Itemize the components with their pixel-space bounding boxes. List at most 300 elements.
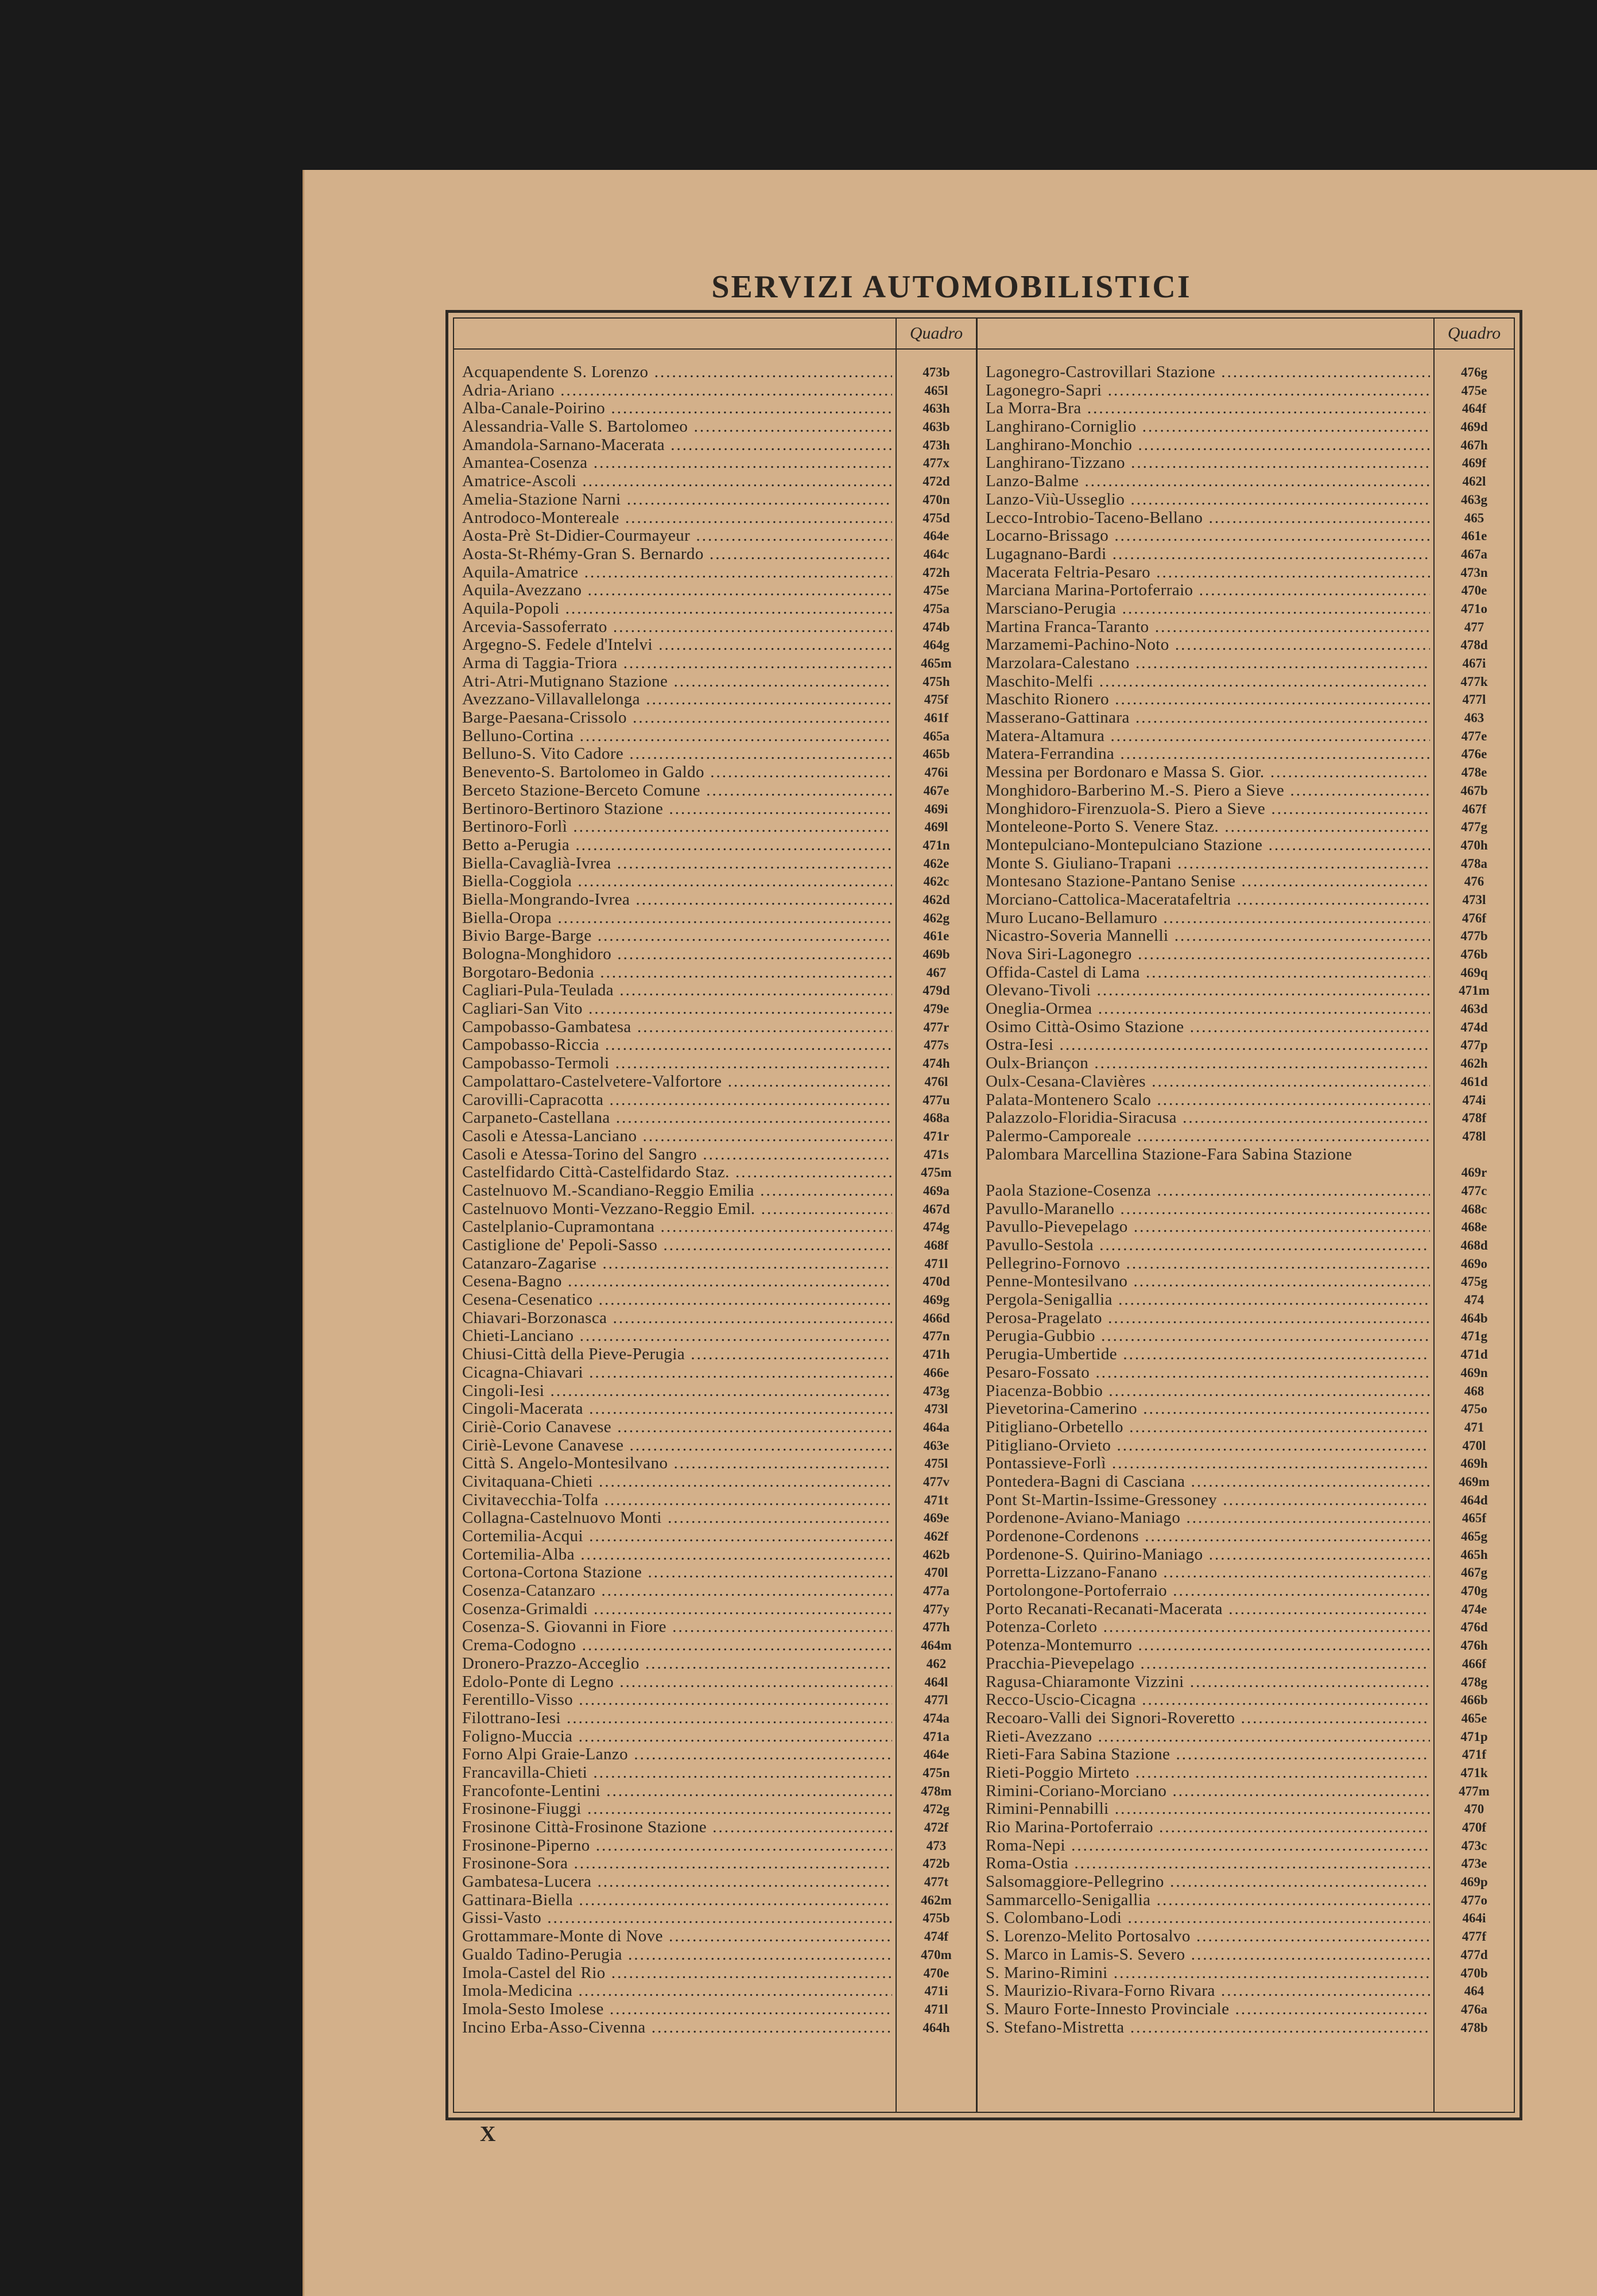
table-row <box>978 1418 1514 1437</box>
table-row <box>978 454 1514 472</box>
route-name: Martina Franca-Taranto ..... <box>986 618 1430 637</box>
table-row <box>978 527 1514 545</box>
quadro-code: 464i <box>1462 1911 1486 1926</box>
quadro-code: 474i <box>1462 1092 1486 1107</box>
quadro-code: 461e <box>1461 529 1487 544</box>
route-name: Bivio Barge-Barge ..... <box>462 927 892 945</box>
route-name: Marciana Marina-Portoferraio ..... <box>986 581 1430 600</box>
route-name: Monteleone-Porto S. Venere Staz. ..... <box>986 818 1430 836</box>
route-name: Alba-Canale-Poirino ..... <box>462 400 892 418</box>
quadro-code: 469f <box>1462 456 1487 471</box>
table-row <box>978 945 1514 964</box>
table-row <box>978 1273 1514 1291</box>
route-name: Pont St-Martin-Issime-Gressoney ..... <box>986 1491 1430 1510</box>
route-name: Maschito-Melfi ..... <box>986 673 1430 691</box>
route-name: Porretta-Lizzano-Fanano ..... <box>986 1564 1430 1582</box>
table-row <box>978 1728 1514 1746</box>
table-row <box>454 1200 976 1219</box>
table-row <box>978 636 1514 654</box>
table-row <box>454 400 976 418</box>
route-name: Adria-Ariano ..... <box>462 382 892 400</box>
route-name: Pesaro-Fossato ..... <box>986 1364 1430 1382</box>
quadro-code: 475f <box>924 692 949 707</box>
quadro-code: 472f <box>924 1820 949 1835</box>
quadro-code: 462c <box>923 874 949 889</box>
route-name: Belluno-S. Vito Cadore ..... <box>462 745 892 763</box>
table-row <box>978 1127 1514 1146</box>
quadro-code: 469o <box>1461 1256 1487 1271</box>
route-name: Rieti-Fara Sabina Stazione ..... <box>986 1746 1430 1764</box>
route-name: Incino Erba-Asso-Civenna ..... <box>462 2019 892 2037</box>
table-row <box>454 1345 976 1364</box>
route-name: Arcevia-Sassoferrato ..... <box>462 618 892 637</box>
table-row <box>978 1709 1514 1728</box>
table-row <box>454 1527 976 1546</box>
route-name: Città S. Angelo-Montesilvano ..... <box>462 1455 892 1473</box>
table-row <box>978 1909 1514 1927</box>
quadro-code: 466f <box>1462 1656 1487 1671</box>
quadro-code: 470 <box>1464 1802 1484 1817</box>
table-row <box>454 1327 976 1345</box>
route-name: Rimini-Pennabilli ..... <box>986 1800 1430 1818</box>
route-name: Casoli e Atessa-Lanciano ..... <box>462 1127 892 1146</box>
quadro-code: 469e <box>923 1511 949 1526</box>
route-name: Piacenza-Bobbio ..... <box>986 1382 1430 1401</box>
table-row <box>454 1691 976 1709</box>
table-row <box>454 1673 976 1692</box>
quadro-code: 464d <box>1460 1492 1488 1507</box>
quadro-code: 467i <box>1462 656 1486 670</box>
route-name: Biella-Oropa ..... <box>462 909 892 928</box>
table-row <box>978 1073 1514 1091</box>
page-title: SERVIZI AUTOMOBILISTICI <box>711 269 1192 305</box>
route-name: Crema-Codogno ..... <box>462 1636 892 1655</box>
table-row <box>978 1400 1514 1418</box>
table-row <box>454 1891 976 1910</box>
table-row <box>978 855 1514 873</box>
quadro-code: 477t <box>924 1875 949 1890</box>
route-name: Palombara Marcellina Stazione-Fara Sabina Stazione <box>986 1145 1352 1163</box>
route-name: Montepulciano-Montepulciano Stazione ..... <box>986 836 1430 855</box>
table-row <box>978 800 1514 819</box>
table-row <box>454 763 976 782</box>
route-name: S. Marco in Lamis-S. Severo ..... <box>986 1946 1430 1964</box>
quadro-code: 473g <box>923 1383 949 1398</box>
route-name: Oneglia-Ormea ..... <box>986 1000 1430 1018</box>
quadro-code: 465 <box>1464 510 1484 525</box>
quadro-code: 472d <box>922 474 950 489</box>
route-name: Chiavari-Borzonasca ..... <box>462 1309 892 1328</box>
route-name: Roma-Nepi ..... <box>986 1837 1430 1855</box>
quadro-code: 478g <box>1461 1674 1487 1689</box>
table-row <box>978 982 1514 1000</box>
route-name: Pergola-Senigallia ..... <box>986 1291 1430 1309</box>
quadro-code: 463b <box>922 420 950 435</box>
route-name: Lagonegro-Castrovillari Stazione ..... <box>986 363 1430 382</box>
quadro-code: 478l <box>1462 1128 1486 1143</box>
quadro-code: 461e <box>923 929 949 944</box>
quadro-code: 471l <box>924 2002 948 2016</box>
route-name: Campobasso-Riccia ..... <box>462 1036 892 1054</box>
right-column <box>978 319 1514 2112</box>
route-name: Maschito Rionero ..... <box>986 691 1430 709</box>
quadro-code: 469p <box>1460 1875 1488 1890</box>
quadro-code: 477l <box>924 1693 948 1708</box>
table-row <box>454 382 976 400</box>
route-name: Monghidoro-Barberino M.-S. Piero a Sieve ..... <box>986 782 1430 800</box>
route-name: Marzamemi-Pachino-Noto ..... <box>986 636 1430 654</box>
quadro-code: 469q <box>1460 965 1488 980</box>
table-row <box>978 1364 1514 1382</box>
route-name: Biella-Mongrando-Ivrea ..... <box>462 891 892 909</box>
route-name: Imola-Medicina ..... <box>462 1982 892 2000</box>
table-row <box>454 800 976 819</box>
table-row <box>454 872 976 891</box>
table-row <box>454 1473 976 1491</box>
quadro-code: 467e <box>923 783 949 798</box>
quadro-code: 478f <box>1462 1111 1487 1126</box>
route-name: Gissi-Vasto ..... <box>462 1909 892 1927</box>
table-row <box>978 1891 1514 1910</box>
route-name: Palata-Montenero Scalo ..... <box>986 1091 1430 1110</box>
quadro-code: 471g <box>1461 1329 1487 1344</box>
quadro-code: 471a <box>923 1729 949 1744</box>
route-name: Castelplanio-Cupramontana ..... <box>462 1218 892 1236</box>
quadro-code: 462e <box>923 856 949 871</box>
quadro-code: 470m <box>921 1947 952 1962</box>
table-row <box>978 1200 1514 1219</box>
route-name: Civitavecchia-Tolfa ..... <box>462 1491 892 1510</box>
quadro-code: 471r <box>923 1128 949 1143</box>
table-row <box>454 1309 976 1328</box>
route-name: Pracchia-Pievepelago ..... <box>986 1655 1430 1673</box>
quadro-code: 473n <box>1460 565 1488 580</box>
quadro-code: 476f <box>1462 910 1487 925</box>
route-name: Barge-Paesana-Crissolo ..... <box>462 709 892 727</box>
quadro-code: 472h <box>922 565 950 580</box>
table-row <box>454 855 976 873</box>
table-row <box>454 1400 976 1418</box>
quadro-code: 471o <box>1461 601 1487 616</box>
table-row <box>454 1509 976 1527</box>
table-row <box>978 618 1514 637</box>
route-name: Macerata Feltria-Pesaro ..... <box>986 564 1430 582</box>
table-row <box>978 1582 1514 1600</box>
quadro-code: 464a <box>923 1420 949 1434</box>
route-name: Aquila-Popoli ..... <box>462 600 892 618</box>
route-name: Acquapendente S. Lorenzo ..... <box>462 363 892 382</box>
quadro-code: 469h <box>1460 1456 1488 1471</box>
route-name: Bertinoro-Bertinoro Stazione ..... <box>462 800 892 819</box>
table-row <box>978 1873 1514 1891</box>
route-name: Rieti-Avezzano ..... <box>986 1728 1430 1746</box>
quadro-code: 477u <box>922 1092 950 1107</box>
route-name: Recco-Uscio-Cicagna ..... <box>986 1691 1430 1709</box>
route-name: Frosinone-Piperno ..... <box>462 1837 892 1855</box>
route-name: Lugagnano-Bardi ..... <box>986 545 1430 564</box>
quadro-code: 474h <box>922 1056 950 1071</box>
route-name: Cortona-Cortona Stazione ..... <box>462 1564 892 1582</box>
table-row <box>454 581 976 600</box>
route-name: Bologna-Monghidoro ..... <box>462 945 892 964</box>
quadro-code: 465g <box>1461 1529 1487 1544</box>
quadro-code: 476b <box>1460 947 1488 961</box>
quadro-code: 477c <box>1461 1183 1487 1198</box>
table-row <box>978 2019 1514 2037</box>
table-row <box>978 400 1514 418</box>
table-row <box>978 1564 1514 1582</box>
route-name: Cosenza-Grimaldi ..... <box>462 1600 892 1619</box>
table-row <box>978 2000 1514 2019</box>
table-row <box>978 1473 1514 1491</box>
table-row <box>454 964 976 982</box>
quadro-code: 462f <box>924 1529 949 1543</box>
route-name: Perosa-Pragelato ..... <box>986 1309 1430 1328</box>
table-row <box>978 745 1514 763</box>
table-row <box>978 1655 1514 1673</box>
quadro-code: 461d <box>1460 1074 1488 1089</box>
route-name: Antrodoco-Montereale ..... <box>462 509 892 528</box>
quadro-code: 472b <box>922 1856 950 1871</box>
quadro-code: 476i <box>924 765 948 780</box>
quadro-code: 464e <box>923 529 949 544</box>
quadro-code: 470h <box>1460 837 1488 852</box>
table-row <box>454 1855 976 1873</box>
quadro-code: 474a <box>923 1711 949 1725</box>
route-name: Pievetorina-Camerino ..... <box>986 1400 1430 1418</box>
table-row <box>454 1236 976 1255</box>
table-row <box>978 382 1514 400</box>
table-row <box>454 1800 976 1818</box>
quadro-code: 462l <box>1462 474 1486 489</box>
quadro-code: 462h <box>1460 1056 1488 1071</box>
route-name: Ragusa-Chiaramonte Vizzini ..... <box>986 1673 1430 1692</box>
quadro-code: 473l <box>1462 892 1486 907</box>
quadro-code: 465h <box>1460 1547 1488 1562</box>
table-row <box>454 1909 976 1927</box>
table-row <box>978 1618 1514 1636</box>
quadro-code: 477o <box>1461 1892 1487 1907</box>
route-name: Carpaneto-Castellana ..... <box>462 1109 892 1127</box>
table-row <box>978 418 1514 436</box>
route-name: Oulx-Cesana-Clavières ..... <box>986 1073 1430 1091</box>
route-name: Rimini-Coriano-Morciano ..... <box>986 1782 1430 1801</box>
route-name: Edolo-Ponte di Legno ..... <box>462 1673 892 1692</box>
quadro-code: 471s <box>924 1147 949 1162</box>
route-name: Marsciano-Perugia ..... <box>986 600 1430 618</box>
route-name: Filottrano-Iesi ..... <box>462 1709 892 1728</box>
table-row <box>454 1073 976 1091</box>
table-row <box>978 1691 1514 1709</box>
table-row <box>454 1746 976 1764</box>
quadro-code: 469n <box>1460 1365 1488 1380</box>
route-name: Gambatesa-Lucera ..... <box>462 1873 892 1891</box>
quadro-code: 475n <box>922 1765 950 1780</box>
route-name: Argegno-S. Fedele d'Intelvi ..... <box>462 636 892 654</box>
quadro-code: 471i <box>924 1984 948 1999</box>
table-row <box>978 927 1514 945</box>
quadro-code: 468d <box>1460 1238 1488 1253</box>
route-name: Casoli e Atessa-Torino del Sangro ..... <box>462 1146 892 1164</box>
quadro-code: 477l <box>1462 692 1486 707</box>
quadro-code: 469d <box>1460 420 1488 435</box>
quadro-code: 464b <box>1460 1310 1488 1325</box>
route-name: Berceto Stazione-Berceto Comune ..... <box>462 782 892 800</box>
table-row <box>454 782 976 800</box>
quadro-code: 467a <box>1461 546 1487 561</box>
table-row <box>454 1546 976 1564</box>
quadro-code: 475m <box>921 1165 952 1180</box>
route-name: Porto Recanati-Recanati-Macerata ..... <box>986 1600 1430 1619</box>
route-name: Francofonte-Lentini ..... <box>462 1782 892 1801</box>
table-row <box>978 1146 1514 1182</box>
table-row <box>978 709 1514 727</box>
quadro-code: 462g <box>923 910 949 925</box>
route-name: Avezzano-Villavallelonga ..... <box>462 691 892 709</box>
quadro-code: 470n <box>922 492 950 507</box>
quadro-code: 464c <box>923 546 949 561</box>
table-inner <box>453 317 1515 2113</box>
table-row <box>978 691 1514 709</box>
route-name: Pavullo-Pievepelago ..... <box>986 1218 1430 1236</box>
route-name: Ferentillo-Visso ..... <box>462 1691 892 1709</box>
table-row <box>978 654 1514 673</box>
route-name: Cortemilia-Alba ..... <box>462 1546 892 1564</box>
table-row <box>978 363 1514 382</box>
quadro-code: 471k <box>1460 1765 1488 1780</box>
route-name: Francavilla-Chieti ..... <box>462 1764 892 1782</box>
quadro-code: 475l <box>924 1456 948 1471</box>
quadro-code: 467d <box>922 1201 950 1216</box>
quadro-code: 470l <box>1462 1438 1486 1453</box>
route-name: Monte S. Giuliano-Trapani ..... <box>986 855 1430 873</box>
table-row <box>978 1527 1514 1546</box>
route-name: Penne-Montesilvano ..... <box>986 1273 1430 1291</box>
quadro-code: 474e <box>1461 1601 1487 1616</box>
route-name: Catanzaro-Zagarise ..... <box>462 1255 892 1273</box>
table-row <box>454 1946 976 1964</box>
quadro-code: 476a <box>1461 2002 1487 2016</box>
quadro-code: 463 <box>1464 711 1484 726</box>
quadro-code: 470e <box>1461 583 1487 598</box>
quadro-code: 477 <box>1464 619 1484 634</box>
table-row <box>978 727 1514 746</box>
quadro-code: 463g <box>1461 492 1487 507</box>
table-row <box>978 1091 1514 1110</box>
route-name: Imola-Sesto Imolese ..... <box>462 2000 892 2019</box>
quadro-code: 475o <box>1461 1402 1487 1417</box>
table-row <box>978 782 1514 800</box>
table-row <box>978 872 1514 891</box>
route-name: Campobasso-Gambatesa ..... <box>462 1018 892 1037</box>
table-row <box>978 763 1514 782</box>
table-row <box>454 673 976 691</box>
route-name: Lagonegro-Sapri ..... <box>986 382 1430 400</box>
route-name: Castelnuovo Monti-Vezzano-Reggio Emil. ..... <box>462 1200 892 1219</box>
table-row <box>978 1382 1514 1401</box>
route-name: S. Lorenzo-Melito Portosalvo ..... <box>986 1927 1430 1946</box>
quadro-code: 470b <box>1460 1965 1488 1980</box>
table-row <box>454 1709 976 1728</box>
route-name: Castiglione de' Pepoli-Sasso ..... <box>462 1236 892 1255</box>
quadro-code: 462 <box>926 1656 947 1671</box>
route-name: Langhirano-Tizzano ..... <box>986 454 1430 472</box>
route-name: Campobasso-Termoli ..... <box>462 1054 892 1073</box>
quadro-code: 477a <box>923 1584 949 1599</box>
table-row <box>978 1291 1514 1309</box>
route-name: S. Maurizio-Rivara-Forno Rivara ..... <box>986 1982 1430 2000</box>
table-row <box>978 581 1514 600</box>
quadro-code: 477d <box>1460 1947 1488 1962</box>
table-row <box>454 1636 976 1655</box>
route-name: Roma-Ostia ..... <box>986 1855 1430 1873</box>
route-name: Perugia-Umbertide ..... <box>986 1345 1430 1364</box>
table-row <box>454 436 976 455</box>
quadro-code: 467f <box>1462 801 1487 816</box>
route-name: Muro Lucano-Bellamuro ..... <box>986 909 1430 928</box>
quadro-code: 471 <box>1464 1420 1484 1434</box>
route-name: Ciriè-Levone Canavese ..... <box>462 1437 892 1455</box>
table-row <box>454 927 976 945</box>
route-name: La Morra-Bra ..... <box>986 400 1430 418</box>
route-name: Gualdo Tadino-Perugia ..... <box>462 1946 892 1964</box>
route-name: Cingoli-Iesi ..... <box>462 1382 892 1401</box>
route-name: Betto a-Perugia ..... <box>462 836 892 855</box>
table-row <box>454 1255 976 1273</box>
table-row <box>978 1236 1514 1255</box>
quadro-code: 473h <box>922 437 950 452</box>
table-row <box>978 818 1514 836</box>
table-row <box>978 1036 1514 1054</box>
table-row <box>454 891 976 909</box>
table-row <box>978 1345 1514 1364</box>
quadro-code: 478b <box>1460 2020 1488 2035</box>
quadro-code: 465a <box>923 728 949 743</box>
table-row <box>454 564 976 582</box>
table-row <box>978 1054 1514 1073</box>
quadro-code: 477n <box>922 1329 950 1344</box>
table-row <box>454 509 976 528</box>
quadro-code: 475a <box>923 601 949 616</box>
route-name: Benevento-S. Bartolomeo in Galdo ..... <box>462 763 892 782</box>
table-row <box>454 909 976 928</box>
route-name: Pordenone-Aviano-Maniago ..... <box>986 1509 1430 1527</box>
table-row <box>978 1309 1514 1328</box>
route-name: Pavullo-Sestola ..... <box>986 1236 1430 1255</box>
quadro-code: 465m <box>921 656 952 670</box>
table-row <box>978 1855 1514 1873</box>
quadro-code: 478a <box>1461 856 1487 871</box>
route-name: Marzolara-Calestano ..... <box>986 654 1430 673</box>
route-name: Nova Siri-Lagonegro ..... <box>986 945 1430 964</box>
table-row <box>454 636 976 654</box>
table-row <box>454 363 976 382</box>
quadro-code: 470d <box>922 1274 950 1289</box>
route-name: Castelnuovo M.-Scandiano-Reggio Emilia ..... <box>462 1182 892 1200</box>
table-row <box>978 1673 1514 1692</box>
table-row <box>454 1273 976 1291</box>
page-number: X <box>480 2122 496 2146</box>
table-row <box>454 1491 976 1510</box>
table-row <box>978 1218 1514 1236</box>
quadro-code: 466b <box>1460 1693 1488 1708</box>
table-row <box>978 1182 1514 1200</box>
quadro-code: 461f <box>924 711 949 726</box>
table-row <box>978 1491 1514 1510</box>
table-row <box>978 1018 1514 1037</box>
route-name: Chiusi-Città della Pieve-Perugia ..... <box>462 1345 892 1364</box>
route-name: Aquila-Avezzano ..... <box>462 581 892 600</box>
